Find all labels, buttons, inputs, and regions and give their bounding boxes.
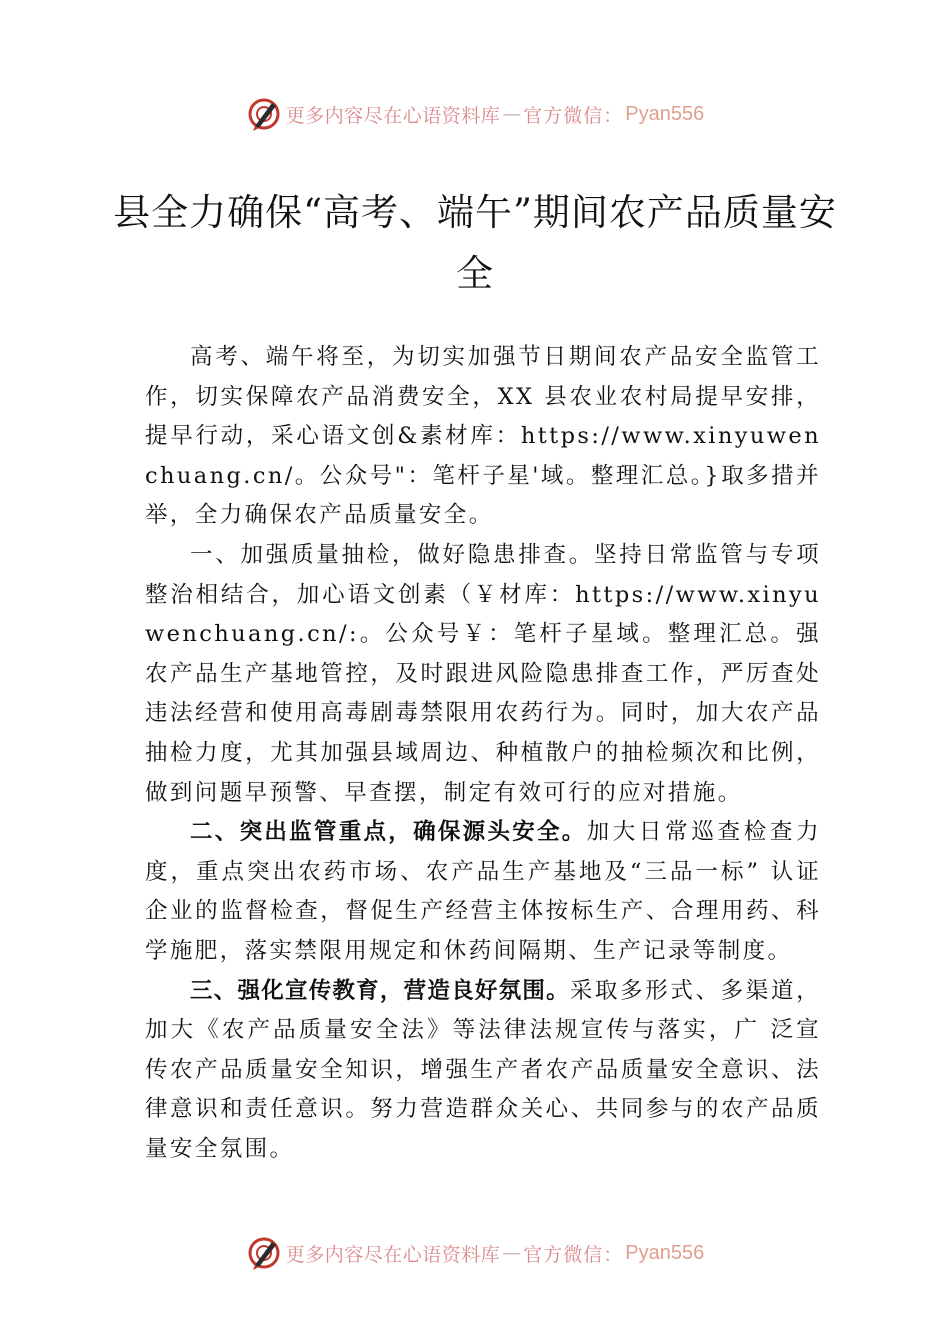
- banner-main-text: 更多内容尽在心语资料库: [285, 104, 501, 127]
- banner-wechat-id: Pyan556: [625, 1241, 705, 1264]
- header-banner: [0, 94, 950, 134]
- banner-wechat-label: 官方微信：: [523, 104, 624, 127]
- pen-logo-icon: [246, 96, 282, 132]
- banner-separator: —: [502, 103, 522, 125]
- paragraph-section-1: 一、加强质量抽检，做好隐患排查。坚持日常监管与专项整治相结合，加心语文创素（￥材库：https://www.xinyuwenchuang.cn/:。公众号￥：笔杆子星域。整理汇总。强农产品生产基地管控，及时跟进风险隐患排查工作，严厉查处违法经营和使用高毒剧毒禁限用农药行为。同时，加大农产品抽检力度，尤其加强县域周边、种植散户的抽检频次和比例，做到问题早预警、早查摆，制定有效可行的应对措施。: [145, 541, 821, 806]
- banner-wechat-id: Pyan556: [625, 102, 705, 125]
- paragraph-section-3: 三、强化宣传教育，营造良好氛围。采取多形式、多渠道，加大《农产品质量安全法》等法律法规宣传与落实，广 泛宣传农产品质量安全知识，增强生产者农产品质量安全意识、法律意识和责任意识。努力营造群众关心、共同参与的农产品质量安全氛围。: [145, 977, 821, 1162]
- banner-main-text: 更多内容尽在心语资料库: [285, 1243, 501, 1266]
- pen-logo-icon: [246, 1235, 282, 1271]
- banner-separator: —: [502, 1242, 522, 1264]
- section-2-heading: 二、突出监管重点，确保源头安全。: [190, 819, 587, 846]
- footer-banner: [0, 1233, 950, 1273]
- document-body: [145, 338, 821, 1169]
- paragraph-section-2: 二、突出监管重点，确保源头安全。加大日常巡查检查力度，重点突出农药市场、农产品生产基地及“三品一标” 认证企业的监督检查，督促生产经营主体按标生产、合理用药、科学施肥，落实禁限用规定和休药间隔期、生产记录等制度。: [145, 819, 821, 964]
- paragraph-intro: 高考、端午将至，为切实加强节日期间农产品安全监管工作，切实保障农产品消费安全，XX 县农业农村局提早安排，提早行动，采心语文创&素材库：https://www.xinyuwenchuang.cn/。公众号"：笔杆子星'域。整理汇总。}取多措并举，全力确保农产品质量安全。: [145, 344, 821, 529]
- banner-wechat-label: 官方微信：: [523, 1243, 624, 1266]
- document-title: 县全力确保“高考、端午”期间农产品质量安全: [113, 191, 837, 295]
- section-3-heading: 三、强化宣传教育，营造良好氛围。: [190, 977, 570, 1004]
